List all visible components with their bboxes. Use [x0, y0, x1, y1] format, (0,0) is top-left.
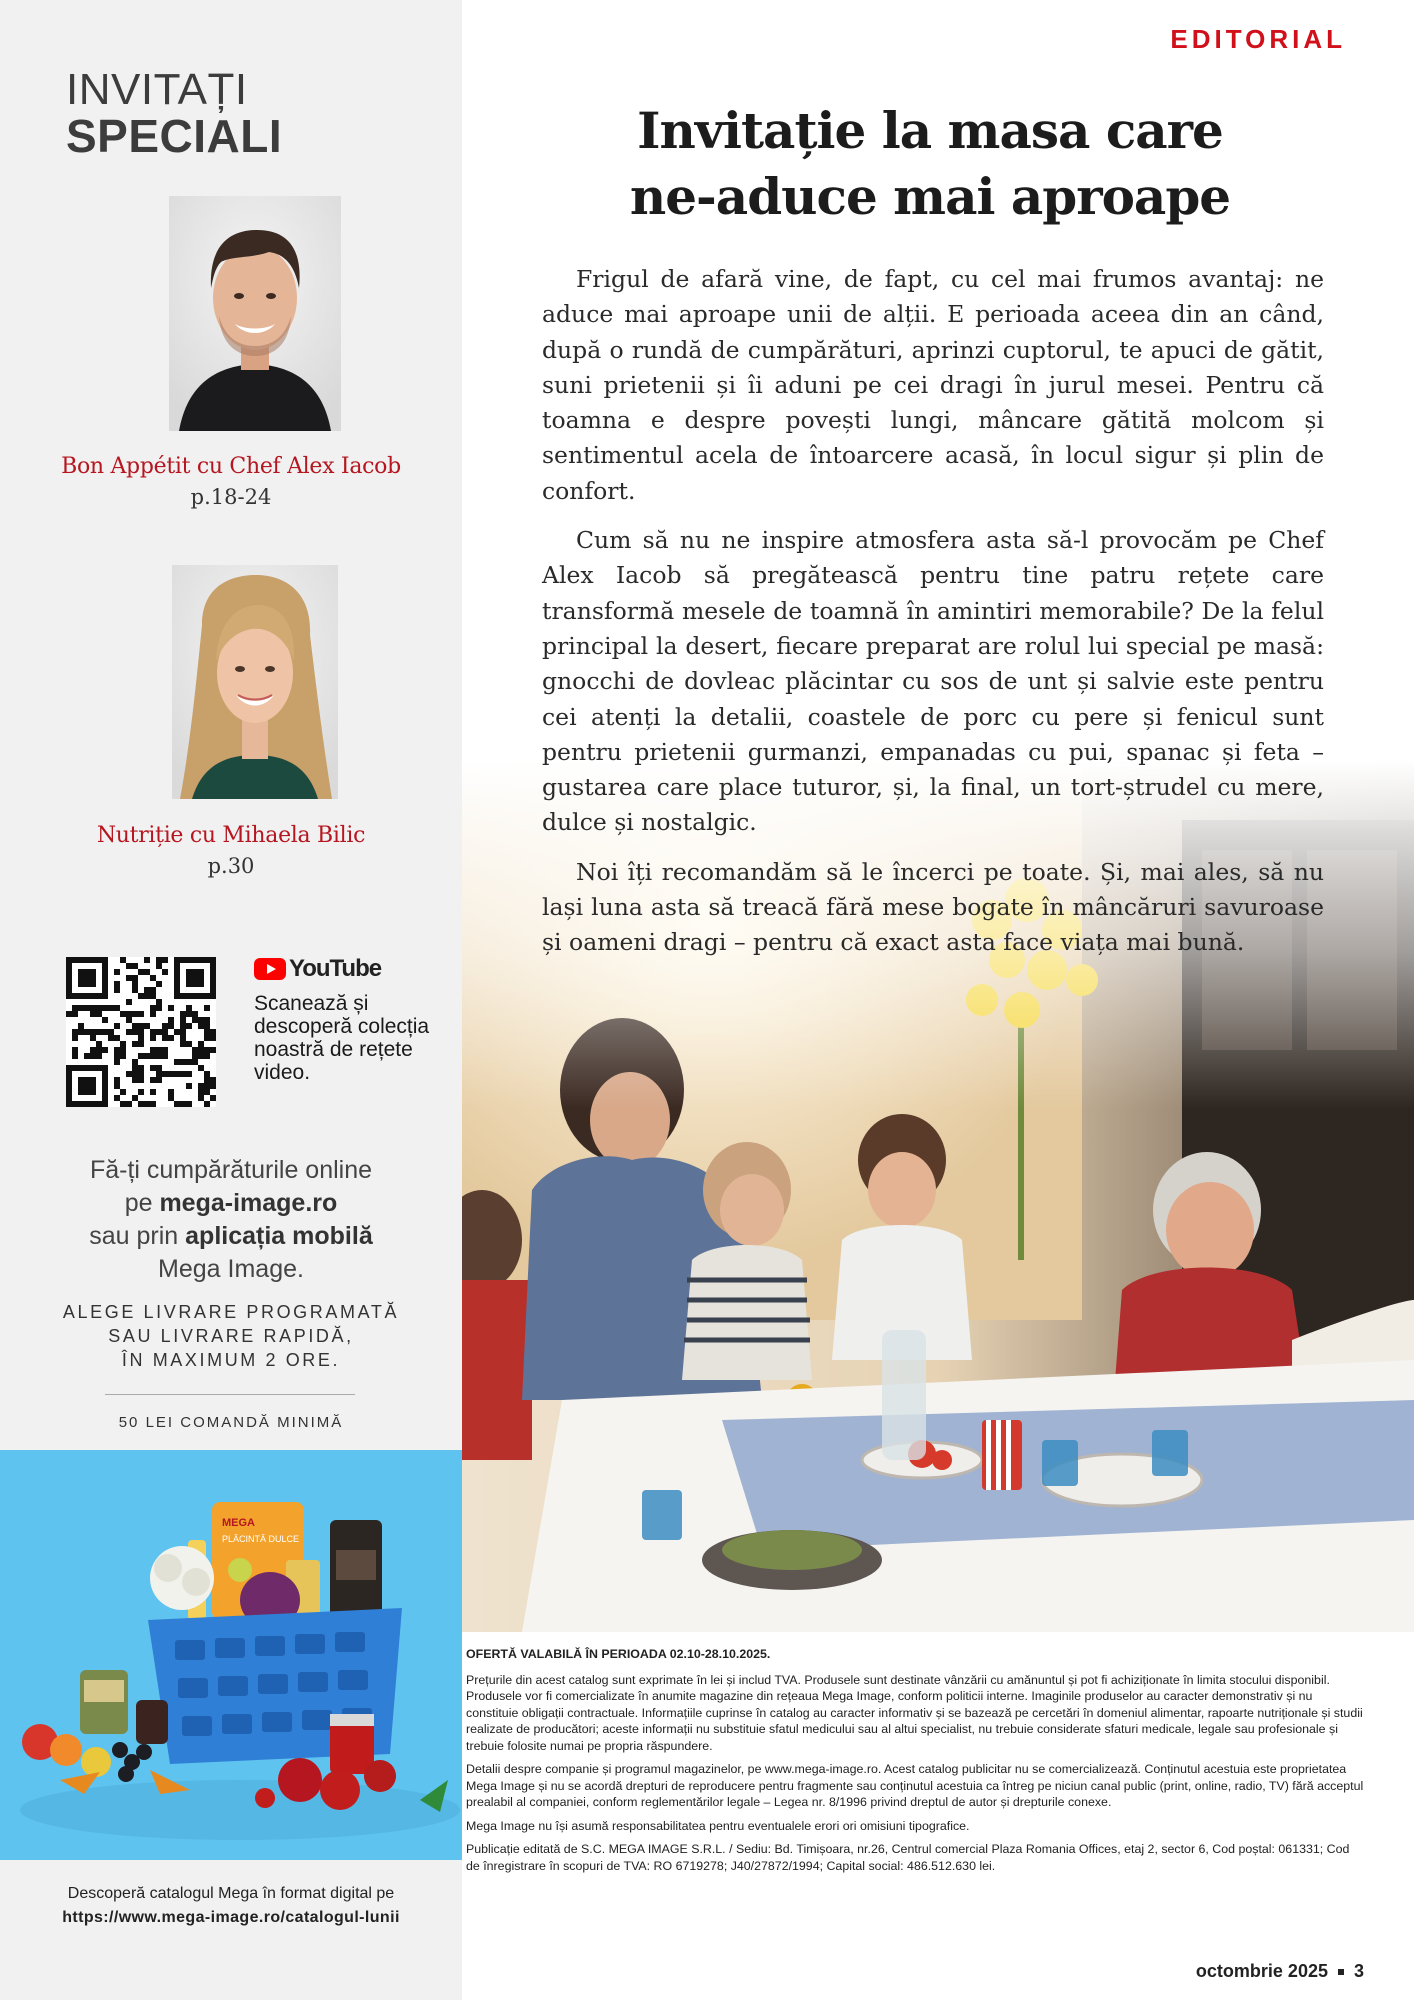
- page-number: 3: [1353, 1961, 1364, 1981]
- online-line-2: pe mega-image.ro: [124, 1189, 338, 1217]
- heading-line-2: SPECIALI: [66, 109, 283, 162]
- guest-caption-nutrition: [0, 823, 462, 878]
- youtube-play-icon: [254, 958, 286, 980]
- delivery-line-2: SAU LIVRARE RAPIDĂ,: [108, 1326, 354, 1346]
- youtube-logo: [254, 955, 381, 983]
- article-body: [542, 262, 1324, 975]
- website-link[interactable]: mega-image.ro: [159, 1189, 338, 1217]
- digital-catalog-note: [0, 1882, 462, 1930]
- guest-pages: p.30: [207, 854, 255, 878]
- mobile-app-link[interactable]: aplicația mobilă: [185, 1222, 373, 1250]
- special-guests-heading: [66, 65, 283, 162]
- section-tag: EDITORIAL: [1170, 24, 1346, 54]
- guest-pages: p.18-24: [190, 485, 272, 509]
- legal-disclaimer: [466, 1646, 1366, 1881]
- chef-alex-iacob-portrait: [169, 196, 341, 431]
- delivery-line-1: ALEGE LIVRARE PROGRAMATĂ: [62, 1302, 400, 1322]
- grocery-basket-image: [0, 1450, 462, 1860]
- article-paragraph: Cum să nu ne inspire atmosfera asta să-l provocăm pe Chef Alex Iacob să pregătească pentru tine patru rețete care transformă mesele de toamnă în amintiri memorabile? De la felul principal la desert, fiecare preparat are rolul lui special pe masă: gnocchi de dovleac plăcintar cu sos de unt și salvie este pentru cei atenți la detalii, coastele de porc cu pere și fenicul sunt pentru prietenii gurmanzi, empanadas cu pui, spanac și feta – gustarea care place tuturor, și, la final, un tort-ștrudel cu mere, dulce și nostalgic.: [542, 526, 1324, 837]
- article-paragraph: Noi îți recomandăm să le încerci pe toate. Și, mai ales, să nu lași luna asta să treacă fără mese bogate în mâncăruri savuroase și oameni dragi – pentru că exact asta face viața mai bună.: [542, 857, 1324, 957]
- youtube-qr-code[interactable]: [66, 957, 216, 1107]
- delivery-line-3: ÎN MAXIMUM 2 ORE.: [121, 1350, 341, 1370]
- legal-paragraph: Publicație editată de S.C. MEGA IMAGE S.R.L. / Sediu: Bd. Timișoara, nr.26, Centrul comercial Plaza Romania Offices, etaj 2, sector 6, Cod poștal: 061331; Cod de înregistrare în scopuri de TVA: RO 6719278; J40/27872/1994; Capital social: 486.512.630 lei.: [466, 1842, 1350, 1873]
- minimum-order: 50 LEI COMANDĂ MINIMĂ: [118, 1414, 344, 1431]
- folio-separator: [1338, 1969, 1344, 1975]
- title-line-2: ne-aduce mai aproape: [629, 167, 1231, 226]
- offer-validity: OFERTĂ VALABILĂ ÎN PERIOADA 02.10-28.10.2025.: [466, 1647, 771, 1661]
- svg-text:MEGA: MEGA: [222, 1517, 255, 1529]
- legal-paragraph: Mega Image nu își asumă responsabilitatea pentru eventualele erori ori omisiuni tipografice.: [466, 1818, 970, 1833]
- online-shopping-text: [30, 1154, 432, 1286]
- article-title: [540, 98, 1320, 230]
- online-line-1: Fă-ți cumpărăturile online: [89, 1156, 373, 1184]
- article-paragraph: Frigul de afară vine, de fapt, cu cel mai frumos avantaj: ne aduce mai aproape unii de alții. E perioada aceea din an când, după o rundă de cumpărături, aprinzi cuptorul, te apuci de gătit, suni prietenii și îi aduni pe cei dragi în jurul mesei. Pentru că toamna e despre povești lungi, mâncare gătită molcom și sentimentul acela de întoarcere acasă, în locul sigur și plin de confort.: [542, 265, 1324, 505]
- catalog-note-text: Descoperă catalogul Mega în format digital pe: [67, 1885, 395, 1902]
- guest-caption-chef: [0, 454, 462, 509]
- youtube-logo-text: YouTube: [289, 955, 382, 982]
- svg-text:PLĂCINTĂ DULCE: PLĂCINTĂ DULCE: [222, 1534, 300, 1544]
- divider: [105, 1394, 355, 1395]
- delivery-options: [30, 1300, 432, 1372]
- youtube-description: Scanează și descoperă colecția noastră de rețete video.: [254, 992, 430, 1084]
- title-line-1: Invitație la masa care: [637, 101, 1223, 160]
- issue-month: octombrie 2025: [1195, 1961, 1328, 1981]
- catalog-url-link[interactable]: https://www.mega-image.ro/catalogul-lunii: [62, 1909, 400, 1926]
- legal-paragraph: Prețurile din acest catalog sunt exprimate în lei și includ TVA. Produsele sunt destinate vânzării cu amănuntul și pot fi achiziționate în limita stocului disponibil. Produsele vor fi comercializate în anumite magazine din rețeaua Mega Image, conform politicii interne. Imaginile produselor au caracter demonstrativ și nu constituie obligații contractuale. Informațiile cuprinse în catalog au caracter informativ și se bazează pe cercetări în domeniul alimentar, rapoarte nutriționale și studii realizate de producători; aceste informații nu substituie sfatul medicului sau al altui specialist, nu trebuie considerate sfaturi medicale, legale sau profesionale și trebuie folosite numai pe propria răspundere.: [466, 1672, 1363, 1753]
- sidebar: [0, 0, 462, 2000]
- page-folio: [1196, 1961, 1364, 1982]
- guest-name: Bon Appétit cu Chef Alex Iacob: [61, 454, 401, 479]
- heading-line-1: INVITAȚI: [66, 65, 248, 114]
- legal-paragraph: Detalii despre companie și programul magazinelor, pe www.mega-image.ro. Acest catalog publicitar nu se comercializează. Conținutul acestuia este proprietatea Mega Image și nu se acordă drepturi de reproducere pentru fragmente sau conținutul acestuia ca întreg pe niciun canal public (print, online, radio, TV) fără acceptul prealabil al companiei, conform reglementărilor legale – Legea nr. 8/1996 privind dreptul de autor și drepturile conexe.: [466, 1762, 1364, 1809]
- online-line-4: Mega Image.: [158, 1255, 304, 1283]
- mihaela-bilic-portrait: [172, 565, 338, 799]
- online-line-3: sau prin aplicația mobilă: [89, 1222, 373, 1250]
- guest-name: Nutriție cu Mihaela Bilic: [96, 823, 366, 848]
